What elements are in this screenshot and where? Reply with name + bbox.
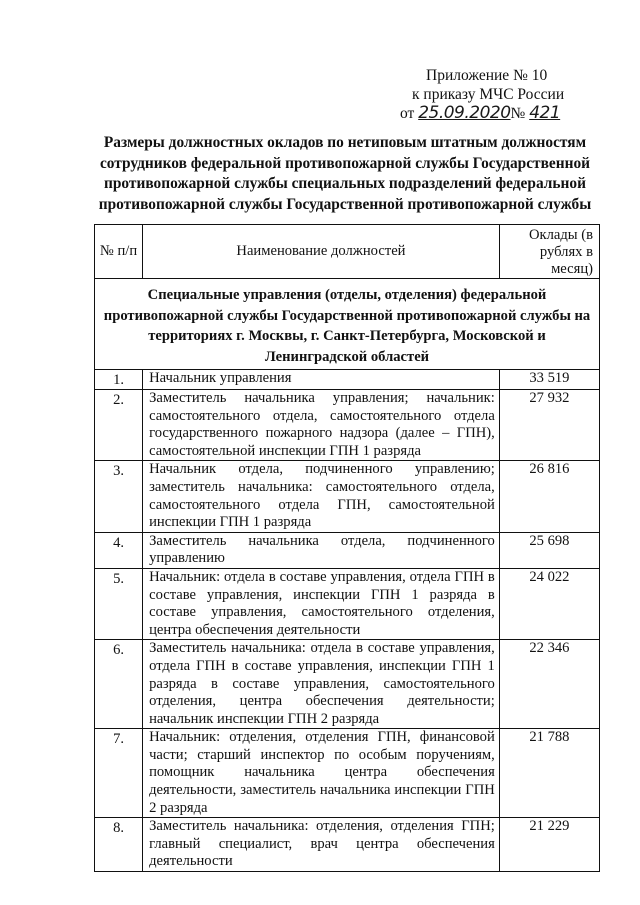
position-name: Начальник отдела, подчиненного управлению; заместитель начальника: самостоятельного отдела, самостоятельного отдела ГПН, самостоятельной инспекции ГПН 1 разряда (143, 461, 500, 532)
header-salary: Оклады (в рублях в месяц) (499, 225, 599, 279)
handwritten-order-number: 421 (529, 103, 561, 123)
salary-value: 22 346 (499, 640, 599, 729)
salary-value: 21 788 (499, 729, 599, 818)
table-row (95, 818, 600, 872)
position-name: Заместитель начальника: отделения, отделения ГПН; главный специалист, врач центра обеспечения деятельности (143, 818, 500, 872)
table-row (95, 370, 600, 390)
position-name: Начальник управления (143, 370, 500, 390)
table-row (95, 729, 600, 818)
section-row (95, 279, 600, 370)
row-number: 4. (95, 532, 143, 568)
table-row (95, 461, 600, 532)
salary-value: 21 229 (499, 818, 599, 872)
position-name: Начальник: отделения, отделения ГПН, финансовой части; старший инспектор по особым поручениям, помощник начальника центра обеспечения деятельности, заместитель начальника инспекции ГПН 2 разряда (143, 729, 500, 818)
table-header-row (95, 225, 600, 279)
appendix-title: Приложение № 10 (426, 67, 548, 84)
salary-table (94, 224, 600, 872)
header-number: № п/п (95, 225, 143, 279)
appendix-date-line (380, 104, 580, 123)
salary-value: 25 698 (499, 532, 599, 568)
appendix-order-reference: к приказу МЧС России (412, 86, 565, 103)
table-row (95, 390, 600, 461)
table-row (95, 640, 600, 729)
position-name: Заместитель начальника отдела, подчиненного управлению (143, 532, 500, 568)
header-position-name: Наименование должностей (143, 225, 500, 279)
salary-value: 27 932 (499, 390, 599, 461)
number-sign: № (510, 105, 526, 122)
section-title: Специальные управления (отделы, отделения) федеральной противопожарной службы Государственной противопожарной службы на территориях г. Москвы, г. Санкт-Петербурга, Московской и Ленинградской областей (95, 279, 600, 370)
row-number: 3. (95, 461, 143, 532)
salary-value: 24 022 (499, 568, 599, 639)
table-row (95, 532, 600, 568)
row-number: 8. (95, 818, 143, 872)
salary-value: 33 519 (499, 370, 599, 390)
row-number: 7. (95, 729, 143, 818)
row-number: 5. (95, 568, 143, 639)
position-name: Начальник: отдела в составе управления, отдела ГПН в составе управления, инспекции ГПН 1 разряда в составе управления, самостоятельного отделения, центра обеспечения деятельности (143, 568, 500, 639)
row-number: 2. (95, 390, 143, 461)
position-name: Заместитель начальника управления; начальник: самостоятельного отдела, самостоятельного отдела государственного пожарного надзора (далее – ГПН), самостоятельной инспекции ГПН 1 разряда (143, 390, 500, 461)
row-number: 6. (95, 640, 143, 729)
date-prefix: от (400, 105, 415, 122)
appendix-block (380, 66, 580, 123)
document-title: Размеры должностных окладов по нетиповым штатным должностям сотрудников федеральной противопожарной службы Государственной противопожарной службы специальных подразделений федеральной противопожарной службы Государственной противопожарной службы (98, 134, 592, 213)
position-name: Заместитель начальника: отдела в составе управления, отдела ГПН в составе управления, инспекции ГПН 1 разряда в составе управления, самостоятельного отделения, центра обеспечения деятельности; начальник инспекции ГПН 2 разряда (143, 640, 500, 729)
table-row (95, 568, 600, 639)
salary-value: 26 816 (499, 461, 599, 532)
row-number: 1. (95, 370, 143, 390)
handwritten-date: 25.09.2020 (418, 103, 511, 123)
